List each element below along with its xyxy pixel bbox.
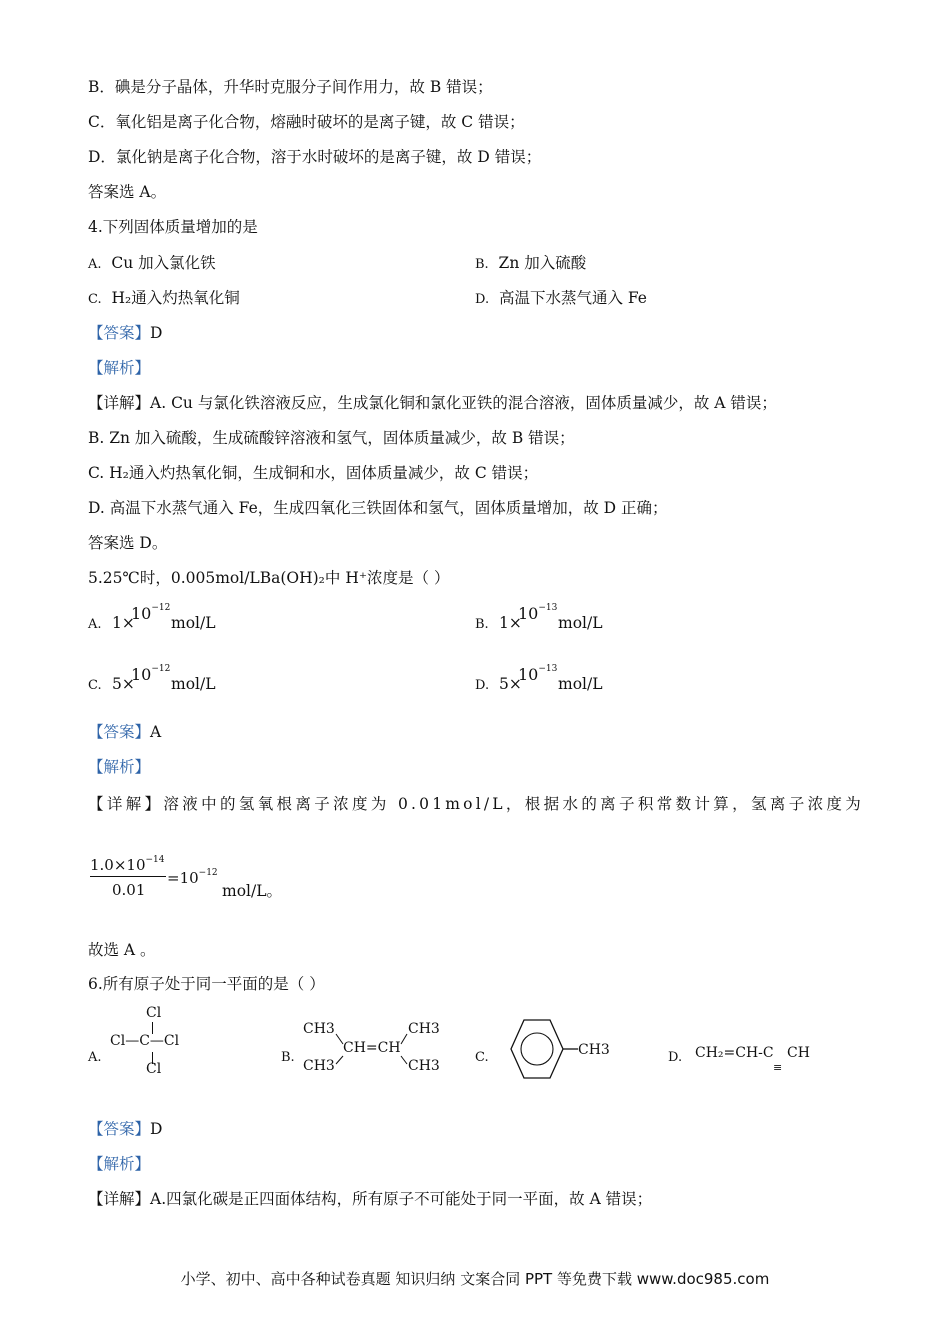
q6-detail-a: 【详解】A.四氯化碳是正四面体结构，所有原子不可能处于同一平面，故 A 错误； <box>88 1190 653 1208</box>
q3-explain-b: B．碘是分子晶体，升华时克服分子间作用力，故 B 错误； <box>88 78 493 96</box>
q6-option-d-label: D. <box>668 1050 683 1065</box>
q4-answer: 【答案】D <box>88 324 163 342</box>
q6-option-c-label: C. <box>475 1050 489 1065</box>
q4-detail-d: D. 高温下水蒸气通入 Fe，生成四氧化三铁固体和氢气，固体质量增加，故 D 正确； <box>88 499 668 517</box>
formula-unit: mol/L。 <box>222 882 283 900</box>
q4-detail-c: C. H₂通入灼热氧化铜，生成铜和水，固体质量减少，故 C 错误； <box>88 464 539 482</box>
q5-analysis-tag: 【解析】 <box>88 758 151 776</box>
vinylacetylene-structure: CH₂=CH-C CH ≡ <box>695 1045 810 1074</box>
q4-option-b: B. Zn 加入硫酸 <box>475 254 587 272</box>
q4-stem: 4.下列固体质量增加的是 <box>88 218 258 236</box>
ccl4-structure: Cl Cl—C—Cl Cl <box>110 1005 180 1077</box>
fraction-bar <box>90 876 166 877</box>
formula-result: =10 <box>167 869 199 887</box>
q3-explain-c: C．氧化铝是离子化合物，熔融时破坏的是离子键，故 C 错误； <box>88 113 525 131</box>
q6-analysis-tag: 【解析】 <box>88 1155 151 1173</box>
q6-stem: 6.所有原子处于同一平面的是（ ） <box>88 975 325 993</box>
page-footer: 小学、初中、高中各种试卷真题 知识归纳 文案合同 PPT 等免费下载 www.doc985.com <box>180 1270 770 1288</box>
formula-denominator: 0.01 <box>112 881 146 899</box>
q4-option-c: C. H₂通入灼热氧化铜 <box>88 289 240 307</box>
formula-numerator: 1.0×10 <box>90 856 146 874</box>
q4-option-d: D. 高温下水蒸气通入 Fe <box>475 289 647 307</box>
tetramethylethylene-structure: CH3 CH3 CH3 CH3 CH=CH <box>303 1021 440 1074</box>
q4-detail-a: 【详解】A. Cu 与氯化铁溶液反应，生成氯化铜和氯化亚铁的混合溶液，固体质量减少，故 A 错误； <box>88 394 777 412</box>
q4-analysis-tag: 【解析】 <box>88 359 151 377</box>
q5-conclusion: 故选 A 。 <box>88 941 156 959</box>
q4-detail-b: B. Zn 加入硫酸，生成硫酸锌溶液和氢气，固体质量减少，故 B 错误； <box>88 429 575 447</box>
q4-conclusion: 答案选 D。 <box>88 534 168 552</box>
q5-detail: 【详解】溶液中的氢氧根离子浓度为 0.01mol/L，根据水的离子积常数计算，氢离子浓度为 <box>88 795 864 813</box>
q3-explain-d: D．氯化钠是离子化合物，溶于水时破坏的是离子键，故 D 错误； <box>88 148 542 166</box>
q5-stem: 5.25℃时，0.005mol/LBa(OH)₂中 H⁺浓度是（ ） <box>88 569 450 587</box>
triple-bond-symbol: ≡ <box>773 1061 783 1074</box>
q3-conclusion: 答案选 A。 <box>88 183 167 201</box>
toluene-structure: CH3 <box>498 1018 618 1080</box>
q6-answer: 【答案】D <box>88 1120 163 1138</box>
q5-answer: 【答案】A <box>88 723 162 741</box>
q6-option-b-label: B. <box>281 1050 295 1065</box>
answer-tag: 【答案】 <box>88 324 151 342</box>
q6-option-a-label: A. <box>88 1050 102 1065</box>
q4-option-a: A. Cu 加入氯化铁 <box>88 254 216 272</box>
